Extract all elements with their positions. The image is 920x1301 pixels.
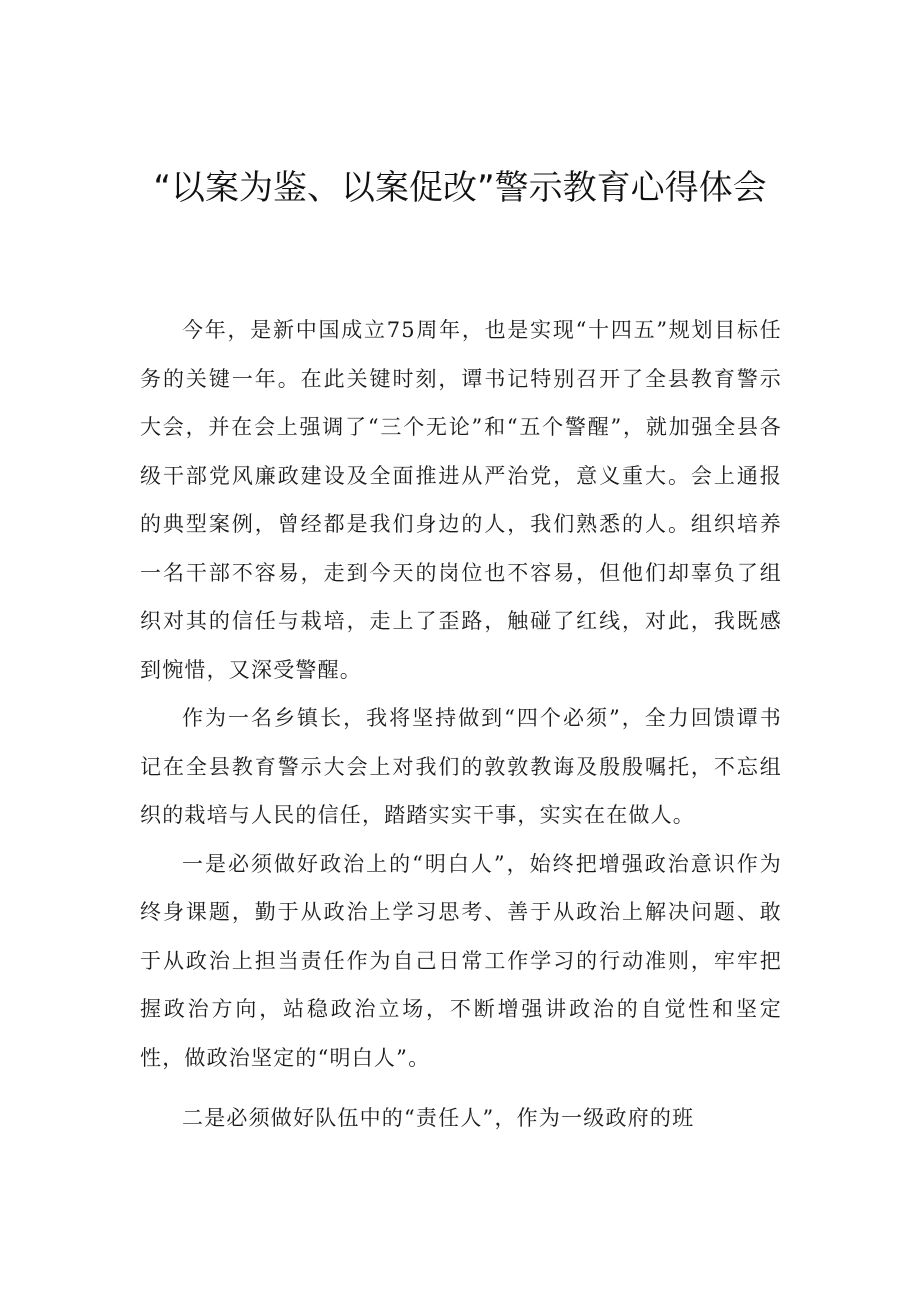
document-title: “以案为鉴、以案促改”警示教育心得体会 [153, 168, 767, 208]
paragraph-point-two: 二是必须做好队伍中的“责任人”，作为一级政府的班 [182, 1106, 695, 1130]
document-body [140, 306, 782, 1143]
paragraph-intro: 今年，是新中国成立75周年，也是实现“十四五”规划目标任务的关键一年。在此关键时刻，谭书记特别召开了全县教育警示大会，并在会上强调了“三个无论”和“五个警醒”，就加强全县各级干部党风廉政建设及全面推进从严治党，意义重大。会上通报的典型案例，曾经都是我们身边的人，我们熟悉的人。组织培养一名干部不容易，走到今天的岗位也不容易，但他们却辜负了组织对其的信任与栽培，走上了歪路，触碰了红线，对此，我既感到惋惜，又深受警醒。 [140, 318, 782, 682]
paragraph-point-one: 一是必须做好政治上的“明白人”，始终把增强政治意识作为终身课题，勤于从政治上学习思考、善于从政治上解决问题、敢于从政治上担当责任作为自己日常工作学习的行动准则，牢牢把握政治方向，站稳政治立场，不断增强讲政治的自觉性和坚定性，做政治坚定的“明白人”。 [140, 851, 782, 1070]
paragraph-commitment: 作为一名乡镇长，我将坚持做到“四个必须”，全力回馈谭书记在全县教育警示大会上对我们的敦敦教诲及殷殷嘱托，不忘组织的栽培与人民的信任，踏踏实实干事，实实在在做人。 [140, 706, 782, 827]
